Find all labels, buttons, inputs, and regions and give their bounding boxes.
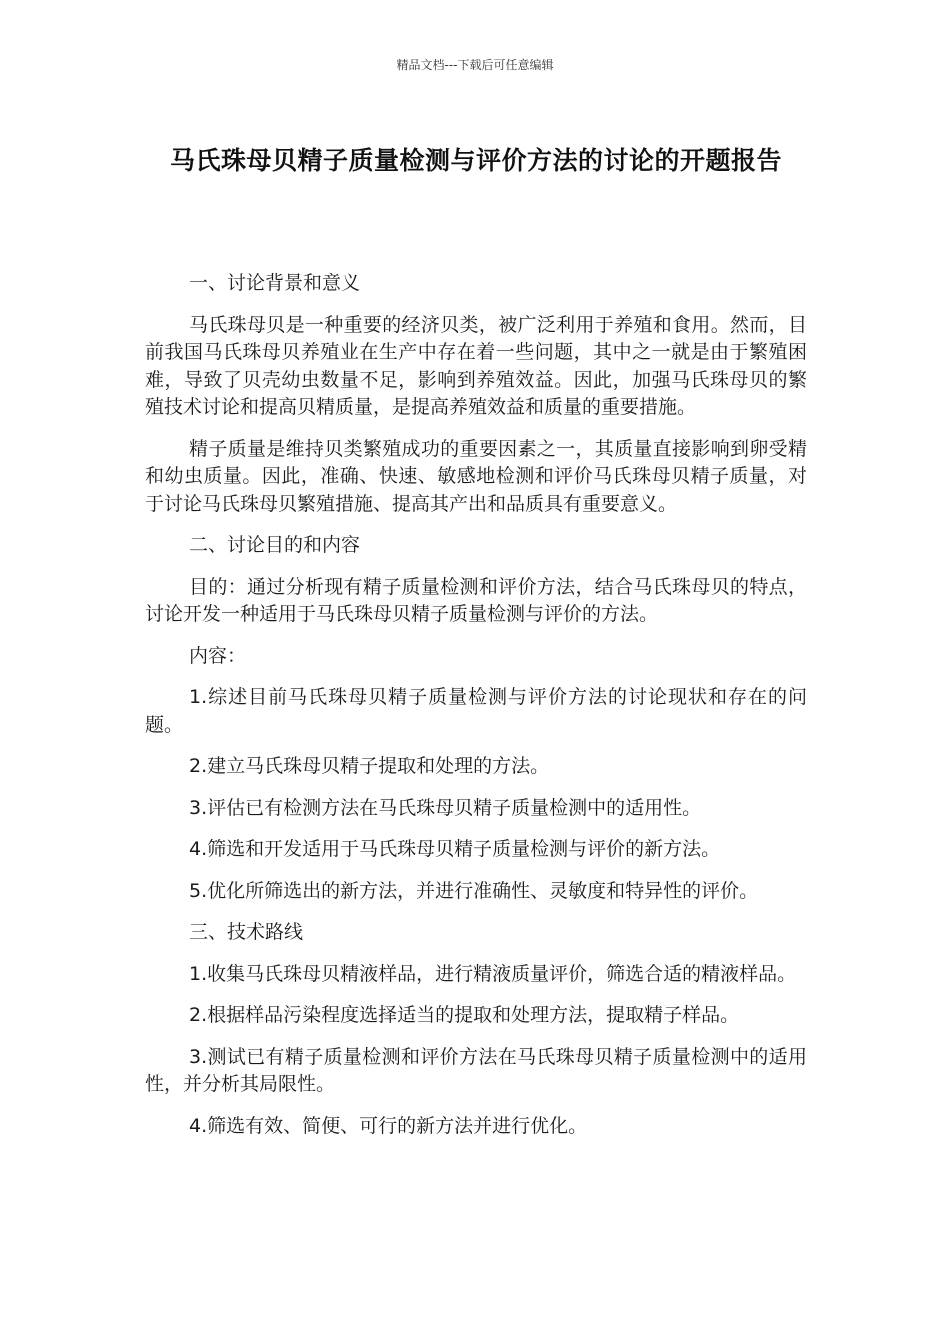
document-title: 马氏珠母贝精子质量检测与评价方法的讨论的开题报告 — [169, 146, 782, 175]
paragraph-purpose: 目的：通过分析现有精子质量检测和评价方法，结合马氏珠母贝的特点，讨论开发一种适用于马氏珠母贝精子质量检测与评价的方法。 — [145, 575, 807, 625]
paragraph-background-2: 精子质量是维持贝类繁殖成功的重要因素之一，其质量直接影响到卵受精和幼虫质量。因此，准确、快速、敏感地检测和评价马氏珠母贝精子质量，对于讨论马氏珠母贝繁殖措施、提高其产出和品质具有重要意义。 — [145, 437, 807, 515]
list-item-route-3: 3.测试已有精子质量检测和评价方法在马氏珠母贝精子质量检测中的适用性，并分析其局限性。 — [145, 1045, 807, 1095]
list-item-route-1: 1.收集马氏珠母贝精液样品，进行精液质量评价，筛选合适的精液样品。 — [189, 962, 797, 985]
list-item-route-4: 4.筛选有效、简便、可行的新方法并进行优化。 — [189, 1114, 588, 1137]
list-item-content-3: 3.评估已有检测方法在马氏珠母贝精子质量检测中的适用性。 — [189, 796, 702, 819]
paragraph-content-label: 内容： — [189, 644, 247, 667]
list-item-content-1: 1.综述目前马氏珠母贝精子质量检测与评价方法的讨论现状和存在的问题。 — [145, 686, 807, 736]
document-body — [145, 270, 807, 1154]
section-heading-technical-route: 三、技术路线 — [189, 921, 304, 943]
section-heading-background: 一、讨论背景和意义 — [189, 272, 361, 294]
header-note: 精品文档---下载后可任意编辑 — [396, 58, 554, 72]
list-item-content-5: 5.优化所筛选出的新方法，并进行准确性、灵敏度和特异性的评价。 — [189, 879, 759, 902]
list-item-content-2: 2.建立马氏珠母贝精子提取和处理的方法。 — [189, 755, 550, 777]
list-item-route-2: 2.根据样品污染程度选择适当的提取和处理方法，提取精子样品。 — [189, 1004, 740, 1026]
paragraph-background-1: 马氏珠母贝是一种重要的经济贝类，被广泛利用于养殖和食用。然而，目前我国马氏珠母贝养殖业在生产中存在着一些问题，其中之一就是由于繁殖困难，导致了贝壳幼虫数量不足，影响到养殖效益。因此，加强马氏珠母贝的繁殖技术讨论和提高贝精质量，是提高养殖效益和质量的重要措施。 — [145, 313, 807, 418]
section-heading-purpose: 二、讨论目的和内容 — [189, 534, 361, 556]
list-item-content-4: 4.筛选和开发适用于马氏珠母贝精子质量检测与评价的新方法。 — [189, 838, 721, 860]
